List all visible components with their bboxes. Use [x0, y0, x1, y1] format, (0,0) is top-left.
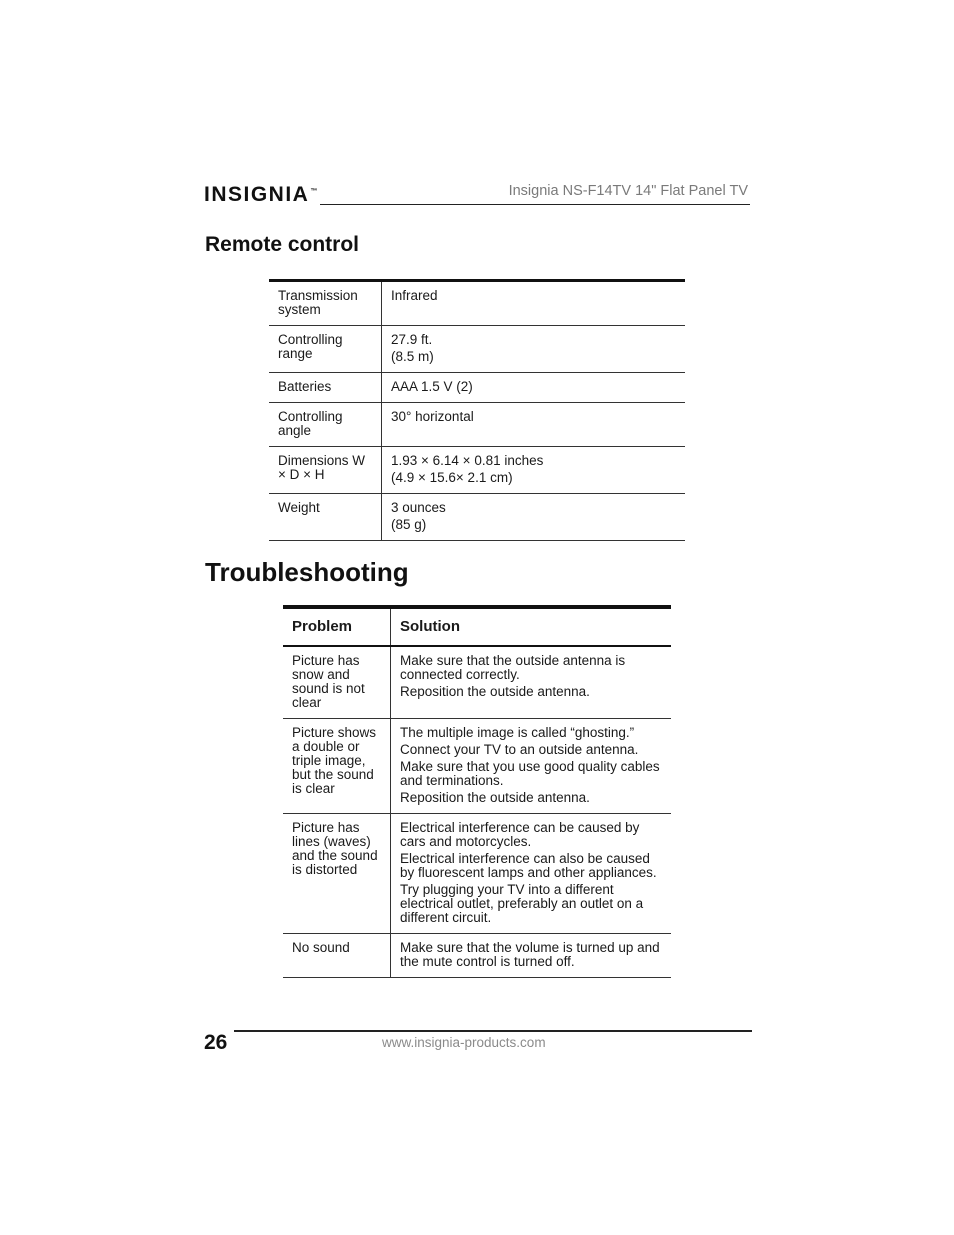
problem-cell: Picture shows a double or triple image, but the sound is clear — [283, 719, 391, 814]
spec-value-line: (4.9 × 15.6× 2.1 cm) — [391, 470, 513, 485]
table-row — [283, 814, 671, 934]
table-row — [269, 281, 685, 326]
table-row — [269, 373, 685, 403]
solution-line: The multiple image is called “ghosting.” — [400, 725, 635, 740]
problem-cell: Picture has lines (waves) and the sound is distorted — [283, 814, 391, 934]
troubleshooting-heading: Troubleshooting — [205, 557, 409, 587]
table-row — [269, 403, 685, 447]
solution-cell — [391, 719, 672, 814]
solution-line: Electrical interference can also be caused by fluorescent lamps and other appliances. — [400, 851, 657, 880]
header-title: Insignia NS-F14TV 14" Flat Panel TV — [508, 183, 748, 199]
logo-text: INSIGNIA — [204, 183, 310, 206]
column-header-solution: Solution — [391, 607, 672, 646]
header-rule — [320, 204, 750, 205]
spec-value-line: 30° horizontal — [391, 409, 474, 424]
spec-value-line: (85 g) — [391, 517, 427, 532]
page-number: 26 — [204, 1031, 228, 1054]
solution-line: Try plugging your TV into a different electrical outlet, preferably an outlet on a different circuit. — [400, 882, 644, 925]
solution-cell — [391, 934, 672, 978]
logo-trademark: ™ — [310, 188, 318, 195]
table-row — [283, 719, 671, 814]
spec-value — [382, 373, 686, 403]
column-header-problem: Problem — [283, 607, 391, 646]
spec-key: Transmission system — [269, 281, 382, 326]
troubleshooting-table — [283, 605, 671, 978]
solution-line: Reposition the outside antenna. — [400, 684, 590, 699]
spec-value-line: 27.9 ft. — [391, 332, 433, 347]
footer-url: www.insignia-products.com — [382, 1035, 546, 1050]
spec-value — [382, 494, 686, 541]
solution-line: Make sure that the outside antenna is connected correctly. — [400, 653, 626, 682]
spec-value-line: AAA 1.5 V (2) — [391, 379, 473, 394]
spec-key: Dimensions W × D × H — [269, 447, 382, 494]
table-row — [283, 934, 671, 978]
spec-value — [382, 447, 686, 494]
solution-line: Reposition the outside antenna. — [400, 790, 590, 805]
spec-value-line: (8.5 m) — [391, 349, 434, 364]
remote-control-heading: Remote control — [205, 233, 360, 256]
insignia-logo — [204, 183, 317, 207]
solution-line: Connect your TV to an outside antenna. — [400, 742, 639, 757]
table-row — [269, 447, 685, 494]
table-row — [283, 646, 671, 719]
spec-key: Weight — [269, 494, 382, 541]
solution-line: Electrical interference can be caused by cars and motorcycles. — [400, 820, 640, 849]
problem-cell: Picture has snow and sound is not clear — [283, 646, 391, 719]
spec-value — [382, 326, 686, 373]
remote-spec-table — [269, 279, 685, 541]
table-header-row — [283, 607, 671, 646]
solution-cell — [391, 814, 672, 934]
table-row — [269, 326, 685, 373]
spec-value-line: 1.93 × 6.14 × 0.81 inches — [391, 453, 544, 468]
spec-key: Batteries — [269, 373, 382, 403]
spec-value — [382, 281, 686, 326]
spec-value-line: Infrared — [391, 288, 438, 303]
table-row — [269, 494, 685, 541]
solution-line: Make sure that you use good quality cables and terminations. — [400, 759, 660, 788]
spec-value-line: 3 ounces — [391, 500, 446, 515]
solution-line: Make sure that the volume is turned up and the mute control is turned off. — [400, 940, 660, 969]
spec-key: Controlling angle — [269, 403, 382, 447]
spec-key: Controlling range — [269, 326, 382, 373]
problem-cell: No sound — [283, 934, 391, 978]
solution-cell — [391, 646, 672, 719]
spec-value — [382, 403, 686, 447]
footer-rule — [234, 1030, 752, 1032]
